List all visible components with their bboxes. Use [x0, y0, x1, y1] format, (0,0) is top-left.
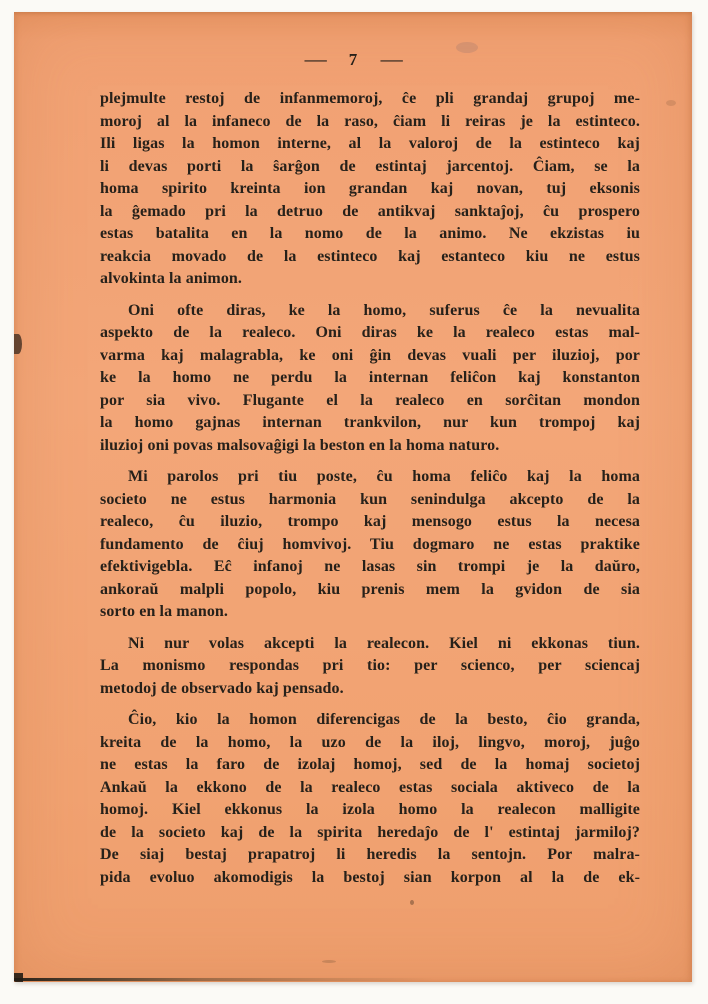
scan-edge-shadow — [14, 978, 434, 981]
text-line: Ĉio, kio la homon diferencigas de la besto, ĉio granda, — [128, 711, 640, 728]
text-line: reakcia movado de la estinteco kaj estanteco kiu ne estus — [100, 247, 640, 265]
text-line: varma kaj malagrabla, ke oni ĝin devas vuali per iluzioj, por — [100, 346, 640, 364]
paragraph — [100, 709, 640, 889]
text-line: kreita de la homo, la uzo de la iloj, lingvo, moroj, juĝo — [100, 733, 640, 751]
scan-speck — [410, 900, 414, 905]
text-line: Mi parolos pri tiu poste, ĉu homa feliĉo kaj la homa — [128, 468, 640, 485]
text-line: ankoraŭ malpli popolo, kiu prenis mem la gvidon de sia — [100, 580, 640, 598]
scan-smudge — [456, 42, 478, 53]
text-line: De siaj bestaj prapatroj li heredis la sentojn. Por malra- — [100, 846, 640, 863]
text-line: societo ne estus harmonia kun senindulga akcepto de la — [100, 490, 640, 508]
text-line: estas batalita en la nomo de la animo. Ne ekzistas iu — [100, 225, 640, 242]
text-line: iluzioj oni povas malsovaĝigi la beston en la homa naturo. — [100, 436, 500, 454]
text-line: moroj al la infaneco de la raso, ĉiam li reiras je la estinteco. — [100, 112, 640, 130]
text-line: Ili ligas la homon interne, al la valoroj de la estinteco kaj — [100, 135, 640, 152]
text-line: por sia vivo. Flugante el la realeco en sorĉitan mondon — [100, 391, 640, 409]
text-line: li devas porti la ŝarĝon de estintaj jarcentoj. Ĉiam, se la — [100, 157, 640, 175]
paragraph — [100, 88, 640, 291]
text-line: plejmulte restoj de infanmemoroj, ĉe pli grandaj grupoj me- — [100, 90, 640, 107]
paragraph — [100, 466, 640, 624]
text-line: realeco, ĉu iluzio, trompo kaj mensogo estus la necesa — [100, 513, 640, 530]
text-line: La monismo respondas pri tio: per scienco, per sciencaj — [100, 657, 640, 674]
text-line: homoj. Kiel ekkonus la izola homo la realecon malligite — [100, 801, 640, 818]
text-line: Ni nur volas akcepti la realecon. Kiel ni ekkonas tiun. — [128, 634, 640, 652]
page-header — [14, 50, 692, 70]
scanned-page — [14, 12, 692, 982]
text-line: la homo gajnas internan trankvilon, nur kun trompoj kaj — [100, 414, 640, 431]
text-line: Oni ofte diras, ke la homo, suferus ĉe la nevualita — [128, 301, 640, 319]
scan-speck — [666, 100, 676, 106]
header-dash-left: — — [304, 50, 326, 69]
text-line: ke la homo ne perdu la internan feliĉon kaj konstanton — [100, 369, 640, 386]
header-dash-right: — — [380, 50, 402, 69]
scan-blemish — [14, 334, 22, 354]
text-line: de la societo kaj de la spirita heredaĵo de l' estintaj jarmiloj? — [100, 823, 640, 841]
text-line: metodoj de observado kaj pensado. — [100, 679, 344, 697]
text-line: Ankaŭ la ekkono de la realeco estas sociala aktiveco de la — [100, 778, 640, 796]
text-line: sorto en la manon. — [100, 603, 229, 620]
text-line: la ĝemado pri la detruo de antikvaj sanktaĵoj, ĉu prospero — [100, 202, 640, 220]
text-line: alvokinta la animon. — [100, 270, 243, 287]
scan-speck — [322, 960, 336, 963]
text-line: pida evoluo akomodigis la bestoj sian korpon al la de ek- — [100, 868, 640, 886]
text-line: homa spirito kreinta ion grandan kaj novan, tuj eksonis — [100, 180, 640, 197]
body-text — [100, 88, 640, 889]
paragraph — [100, 633, 640, 701]
paragraph — [100, 300, 640, 458]
scan-corner-mark — [14, 973, 23, 982]
text-line: ne estas la faro de izolaj homoj, sed de la homaj societoj — [100, 756, 640, 773]
text-line: fundamento de ĉiuj homvivoj. Tiu dogmaro ne estas praktike — [100, 535, 640, 553]
text-line: aspekto de la realeco. Oni diras ke la realeco estas mal- — [100, 324, 640, 341]
text-line: efektivigebla. Eĉ infanoj ne lasas sin trompi je la daŭro, — [100, 558, 640, 575]
page-number: 7 — [348, 50, 358, 69]
